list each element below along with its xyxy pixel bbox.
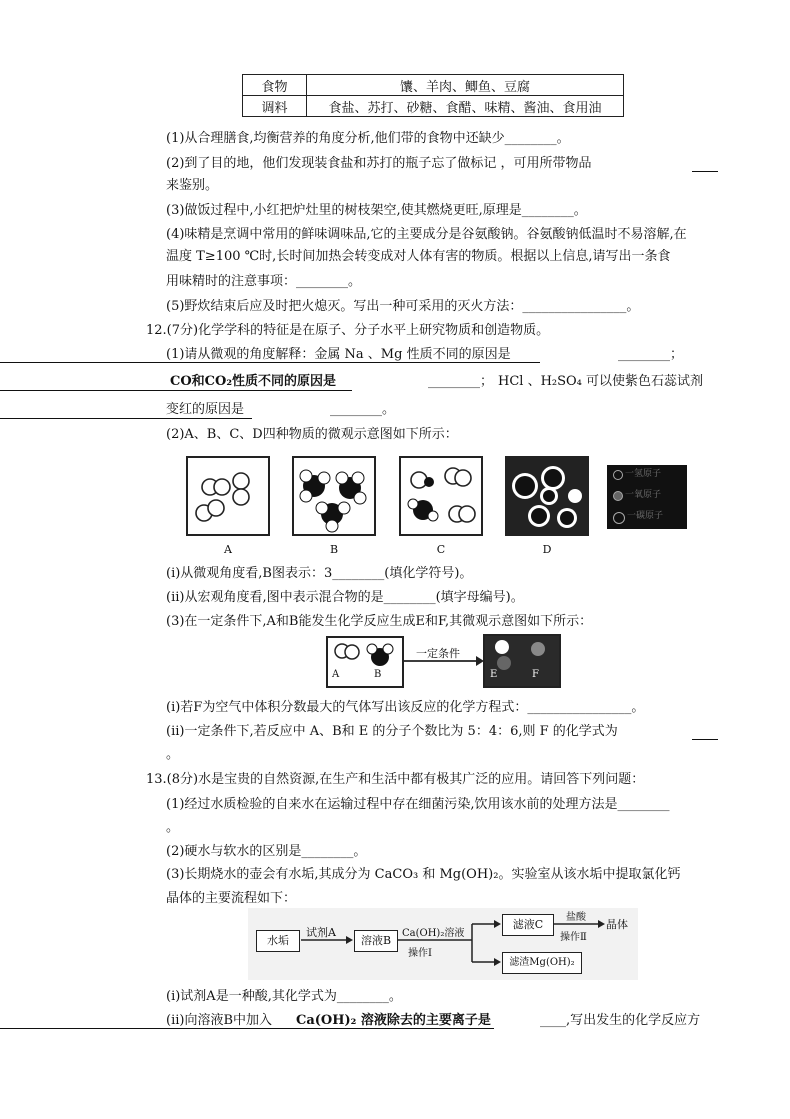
q12-part3-ii-end: 。: [166, 747, 180, 762]
table-value-cell: 食盐、苏打、砂糖、食醋、味精、酱油、食用油: [307, 96, 624, 117]
table-row: [243, 96, 624, 117]
q13-part-ii-c: ____,写出发生的化学反应方: [540, 1013, 701, 1028]
q13-part-i: (ⅰ)试剂A是一种酸,其化学式为________。: [166, 989, 402, 1004]
reaction-label: F: [532, 669, 539, 680]
q12-heading: 12.(7分)化学学科的特征是在原子、分子水平上研究物质和创造物质。: [146, 323, 550, 338]
legend-box: [607, 465, 687, 529]
q12-part1c-blank: ________。: [330, 402, 396, 417]
q11-part5: (5)野炊结束后应及时把火熄灭。写出一种可采用的灭火方法：________________。: [166, 299, 640, 314]
reaction-frame: [326, 633, 562, 689]
q13-part1: (1)经过水质检验的自来水在运输过程中存在细菌污染,饮用该水前的处理方法是________: [166, 797, 670, 812]
process-flowchart: [248, 908, 638, 980]
figure-label: C: [436, 543, 446, 556]
crystal-label: 晶体: [606, 918, 628, 931]
scale-box: 水垢: [256, 930, 300, 952]
caoh2-label: Ca(OH)₂溶液: [402, 928, 465, 939]
q13-heading: 13.(8分)水是宝贵的自然资源,在生产和生活中都有极其广泛的应用。请回答下列问题：: [146, 772, 645, 787]
q11-part4a: (4)味精是烹调中常用的鲜味调味品,它的主要成分是谷氨酸钠。谷氨酸钠低温时不易溶解,在: [166, 227, 687, 242]
figure-b: [292, 456, 376, 536]
answer-blank: [692, 739, 718, 740]
q12-part2: (2)A、B、C、D四种物质的微观示意图如下所示：: [166, 427, 458, 442]
q11-part2-cont: 来鉴别。: [166, 178, 219, 193]
q12-part3-ii: (ⅱ)一定条件下,若反应中 A、B和 E 的分子个数比为 5：4：6,则 F 的化学式为: [166, 724, 618, 739]
q12-part1c: 变红的原因是: [166, 402, 245, 417]
q13-part1-end: 。: [166, 820, 180, 835]
filtrate-c-box: 滤液C: [502, 914, 554, 936]
q11-part1: (1)从合理膳食,均衡营养的角度分析,他们带的食物中还缺少________。: [166, 131, 570, 146]
figure-a: [186, 456, 270, 536]
hydrogen-atom-icon: [613, 470, 623, 480]
figure-label: B: [329, 543, 339, 556]
reaction-condition: 一定条件: [416, 647, 460, 660]
legend-hydrogen: 一氢原子: [625, 469, 662, 479]
q13-part-ii-b: Ca(OH)₂ 溶液除去的主要离子是: [296, 1013, 491, 1028]
q13-part-ii-a: (ⅱ)向溶液B中加入: [166, 1013, 273, 1028]
table-head-cell: 食物: [243, 75, 307, 96]
q12-co-blank: ________；: [428, 374, 494, 389]
oxygen-atom-icon: [613, 491, 623, 501]
q12-part1a: (1)请从微观的角度解释：金属 Na 、Mg 性质不同的原因是: [166, 347, 511, 362]
residue-box: 滤渣Mg(OH)₂: [502, 952, 582, 974]
operation-1-label: 操作Ⅰ: [408, 948, 432, 959]
q11-part4c: 用味精时的注意事项：________。: [166, 274, 362, 289]
figure-label: D: [542, 543, 552, 556]
table-head-cell: 调料: [243, 96, 307, 117]
solution-b-box: 溶液B: [354, 930, 398, 952]
hcl-label: 盐酸: [566, 912, 586, 923]
q12-part2-ii: (ⅱ)从宏观角度看,图中表示混合物的是________(填字母编号)。: [166, 590, 524, 605]
q12-co-text: CO和CO₂性质不同的原因是: [170, 374, 337, 389]
q11-part2: (2)到了目的地，他们发现装食盐和苏打的瓶子忘了做标记 ，可用所带物品: [166, 156, 592, 171]
carbon-atom-icon: [613, 512, 625, 524]
reaction-label: A: [332, 669, 340, 680]
reaction-label: E: [490, 669, 498, 680]
table-row: [243, 75, 624, 96]
q12-part2-i: (ⅰ)从微观角度看,B图表示：3________(填化学符号)。: [166, 566, 473, 581]
legend-oxygen: 一氧原子: [625, 490, 662, 500]
q13-part3a: (3)长期烧水的壶会有水垢,其成分为 CaCO₃ 和 Mg(OH)₂。实验室从该水垢中提取氯化钙: [166, 867, 681, 882]
q13-part3b: 晶体的主要流程如下：: [166, 891, 297, 906]
figure-c: [399, 456, 483, 536]
reaction-diagram: [326, 633, 562, 689]
figure-d: [505, 456, 589, 536]
q11-part4b: 温度 T≥100 ℃时,长时间加热会转变成对人体有害的物质。根据以上信息,请写出一条食: [166, 249, 671, 264]
q12-part1a-blank: ________；: [618, 347, 684, 362]
reagent-a-label: 试剂A: [306, 926, 336, 939]
q11-part3: (3)做饭过程中,小红把炉灶里的树枝架空,使其燃烧更旺,原理是________。: [166, 203, 587, 218]
reaction-label: B: [374, 669, 382, 680]
food-table: [242, 74, 624, 117]
legend-carbon: 一碳原子: [627, 511, 664, 521]
operation-2-label: 操作Ⅱ: [560, 932, 587, 943]
q12-part3-i: (ⅰ)若F为空气中体积分数最大的气体写出该反应的化学方程式：________________。: [166, 700, 645, 715]
figure-label: A: [224, 543, 232, 556]
table-value-cell: 馕、羊肉、鲫鱼、豆腐: [307, 75, 624, 96]
q13-part2: (2)硬水与软水的区别是________。: [166, 844, 367, 859]
q12-part3: (3)在一定条件下,A和B能发生化学反应生成E和F,其微观示意图如下所示：: [166, 614, 593, 629]
q12-hcl-text: HCl 、H₂SO₄ 可以使紫色石蕊试剂: [498, 374, 704, 389]
answer-blank: [692, 171, 718, 172]
